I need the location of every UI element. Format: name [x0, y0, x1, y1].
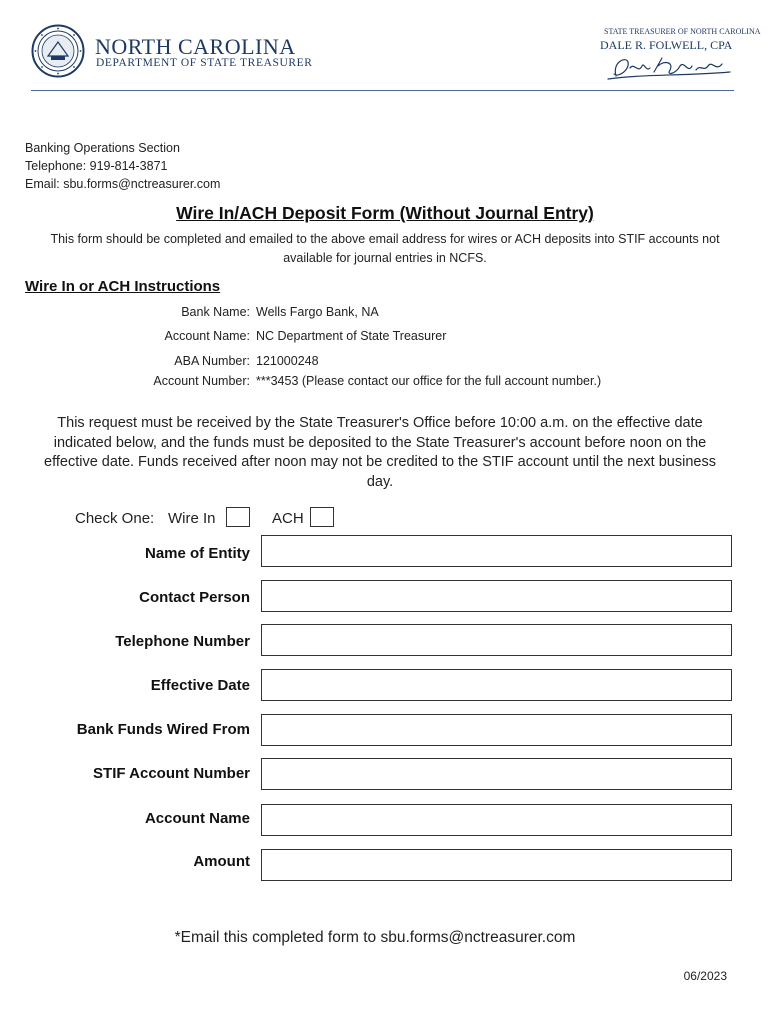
effective-date-label: Effective Date [150, 677, 250, 694]
contact-section-name: Banking Operations Section [25, 141, 180, 155]
deadline-notice: This request must be received by the State Treasurer's Office before 10:00 a.m. on the effective date indicated below, and the funds must be deposited to the State Treasurer's account before noon on the effective date. Funds received after noon may not be credited to the STIF account until the next business day. [44, 415, 716, 490]
amount-label: Amount [193, 853, 250, 870]
ach-checkbox[interactable] [310, 507, 334, 527]
wire-in-checkbox[interactable] [226, 507, 250, 527]
org-department: DEPARTMENT OF STATE TREASURER [96, 57, 313, 69]
telephone-number-field[interactable] [261, 624, 732, 656]
telephone-number-label: Telephone Number [115, 633, 250, 650]
treasurer-signature [604, 52, 734, 82]
aba-number-label: ABA Number: [174, 354, 250, 368]
entity-name-field[interactable] [261, 535, 732, 567]
contact-email: Email: sbu.forms@nctreasurer.com [25, 177, 221, 191]
aba-number-value: 121000248 [256, 354, 319, 368]
contact-person-field[interactable] [261, 580, 732, 612]
account-name-label: Account Name: [164, 329, 250, 343]
bank-funds-wired-from-label: Bank Funds Wired From [76, 721, 250, 738]
account-name-field-label: Account Name [144, 810, 250, 827]
treasurer-name: DALE R. FOLWELL, CPA [600, 38, 733, 52]
entity-name-label: Name of Entity [144, 545, 250, 562]
treasurer-title: STATE TREASURER OF NORTH CAROLINA [604, 27, 761, 36]
account-name-field[interactable] [261, 804, 732, 836]
email-instruction: *Email this completed form to sbu.forms@nctreasurer.com [174, 929, 576, 946]
account-number-label: Account Number: [153, 374, 250, 388]
header-divider [31, 90, 734, 91]
account-number-value: ***3453 (Please contact our office for the full account number.) [256, 374, 602, 388]
bank-name-value: Wells Fargo Bank, NA [256, 305, 379, 319]
wire-in-option-label: Wire In [168, 510, 216, 527]
instructions-heading: Wire In or ACH Instructions [25, 278, 221, 295]
account-name-value: NC Department of State Treasurer [256, 329, 447, 343]
ach-option-label: ACH [272, 510, 304, 527]
revision-date: 06/2023 [683, 969, 727, 983]
amount-field[interactable] [261, 849, 732, 881]
bank-funds-wired-from-field[interactable] [261, 714, 732, 746]
bank-name-label: Bank Name: [181, 305, 250, 319]
form-title: Wire In/ACH Deposit Form (Without Journal Entry) [176, 203, 594, 223]
stif-account-number-field[interactable] [261, 758, 732, 790]
nc-treasury-seal-icon [31, 24, 85, 78]
check-one-label: Check One: [75, 510, 155, 527]
form-subtitle: This form should be completed and emailed to the above email address for wires or ACH deposits into STIF accounts not available for journal entries in NCFS. [50, 232, 720, 265]
org-name: NORTH CAROLINA [95, 34, 296, 59]
effective-date-field[interactable] [261, 669, 732, 701]
contact-telephone: Telephone: 919-814-3871 [25, 159, 168, 173]
stif-account-number-label: STIF Account Number [93, 765, 250, 782]
contact-person-label: Contact Person [139, 589, 250, 606]
